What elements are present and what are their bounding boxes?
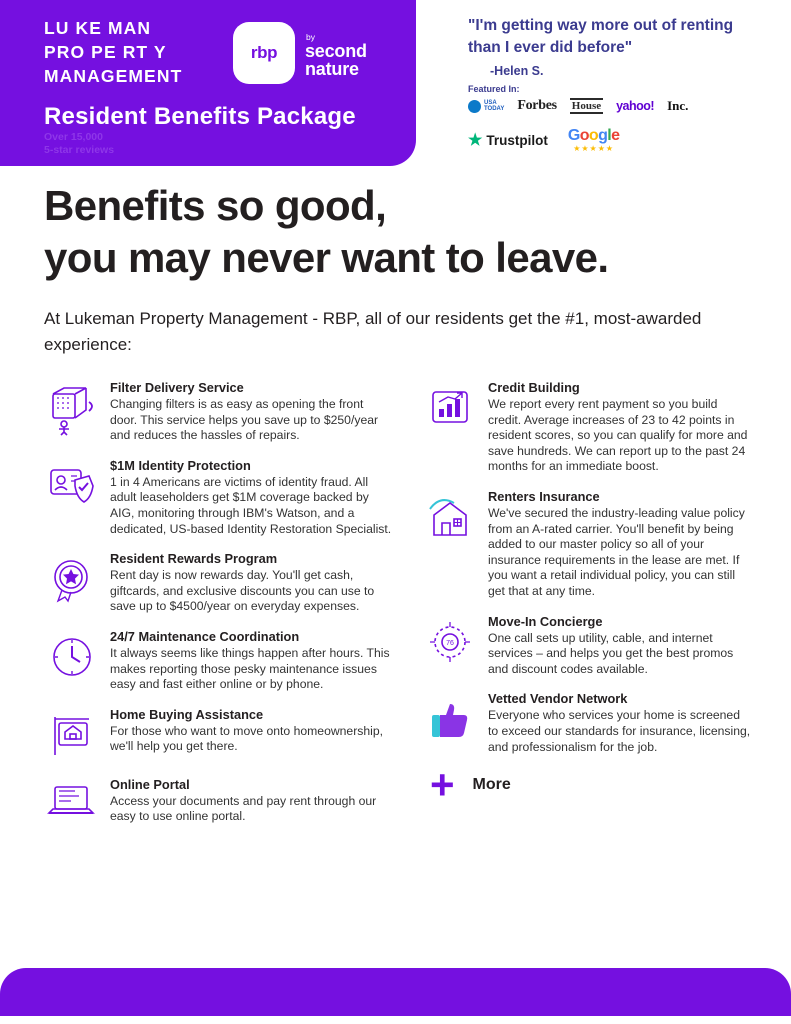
subheading: At Lukeman Property Management - RBP, all of our residents get the #1, most-awarded experience:: [44, 309, 702, 354]
benefit-item: [44, 707, 392, 763]
usa-today-logo-icon: [468, 100, 504, 113]
second-nature-logo: [305, 32, 367, 78]
benefits-column-right: [422, 380, 752, 847]
benefit-item: [44, 380, 392, 444]
the-house-logo-icon: House: [571, 100, 602, 112]
identity-shield-icon: [44, 458, 100, 514]
second-nature-line2: nature: [305, 59, 359, 79]
house-umbrella-icon: [422, 489, 478, 545]
page-title: [44, 180, 791, 284]
yahoo-logo-icon: yahoo!: [616, 99, 655, 113]
rbp-logo-icon: [233, 22, 303, 92]
benefit-description: Everyone who services your home is screened to exceed our standards for insurance, licensing, and professionalism for the job.: [488, 708, 751, 754]
benefit-description: 1 in 4 Americans are victims of identity fraud. All adult leaseholders get $1M coverage backed by AIG, monitoring through IBM's Watson, and a dedicated, US-based Identity Restoration Specialist.: [110, 474, 392, 536]
header: [0, 0, 791, 166]
plus-icon: +: [430, 761, 455, 809]
review-logos-row: [468, 128, 768, 153]
benefits-columns: [0, 380, 791, 847]
benefit-description: It always seems like things happen after hours. This makes reporting those pesky maintenance issues easy and fast either online or by phone.: [110, 645, 390, 692]
laptop-icon: [44, 777, 100, 833]
benefit-title: Home Buying Assistance: [110, 706, 264, 722]
trustpilot-label: Trustpilot: [486, 133, 548, 148]
benefit-title: Move-In Concierge: [488, 613, 603, 629]
benefit-description: For those who want to move onto homeownership, we'll help you get there.: [110, 723, 384, 754]
brand-line-2: PRO PE RT Y: [44, 42, 167, 62]
benefit-title: Vetted Vendor Network: [488, 691, 628, 707]
concierge-dial-icon: [422, 614, 478, 670]
for-sale-sign-icon: [44, 707, 100, 763]
second-nature-by: by: [306, 32, 315, 42]
filter-delivery-icon: [44, 380, 100, 436]
benefit-description: Access your documents and pay rent through our easy to use online portal.: [110, 793, 377, 824]
reviews-note: Over 15,000 5-star reviews: [44, 131, 115, 156]
benefit-title: 24/7 Maintenance Coordination: [110, 628, 300, 644]
benefit-item: [44, 777, 392, 833]
star-icon: ★: [468, 131, 483, 149]
benefit-item: [422, 691, 752, 755]
inc-logo-icon: Inc.: [667, 98, 689, 113]
testimonial-quote: "I'm getting way more out of renting than I ever did before": [468, 17, 734, 56]
package-title: Resident Benefits Package: [44, 103, 356, 130]
trustpilot-logo-icon: [468, 133, 548, 148]
benefit-description: One call sets up utility, cable, and internet services – and helps you get the best promos and discount codes available.: [488, 630, 734, 676]
benefit-description: We report every rent payment so you build credit. Average increases of 23 to 42 points in resident scores, so you can qualify for more and save hundreds. We can report up to the past 24 months for an immediate boost.: [488, 397, 748, 474]
benefit-item: [422, 380, 752, 475]
usa-today-line1: USA: [484, 100, 497, 106]
second-nature-line1: second: [305, 41, 367, 61]
benefit-description: Rent day is now rewards day. You'll get cash, giftcards, and exclusive discounts you can use to save up to $4500/year on everyday expenses.: [110, 568, 375, 614]
featured-in-label: Featured In:: [468, 84, 520, 94]
forbes-logo-icon: Forbes: [517, 98, 557, 113]
headline-line-1: Benefits so good,: [44, 182, 387, 229]
brand-line-1: LU KE MAN: [44, 18, 152, 38]
benefit-title: $1M Identity Protection: [110, 457, 251, 473]
more-label: More: [472, 776, 511, 794]
benefit-description: We've secured the industry-leading value policy from an A-rated carrier. You'll benefit by being added to our master policy so all of your insurance requirements in the lease are met. If you want a retail individual policy, you can still get that at any time.: [488, 505, 745, 598]
google-logo-icon: Google ★★★★★: [567, 127, 620, 153]
testimonial-author: -Helen S.: [490, 64, 544, 78]
more-benefits: [430, 761, 752, 809]
benefit-title: Renters Insurance: [488, 488, 600, 504]
benefit-title: Resident Rewards Program: [110, 551, 278, 567]
clock-icon: [44, 629, 100, 685]
credit-chart-icon: [422, 380, 478, 436]
benefit-description: Changing filters is as easy as opening the front door. This service helps you save up to $250/year and reduces the hassles of repairs.: [110, 397, 379, 443]
brand-line-3: MANAGEMENT: [44, 66, 183, 86]
rbp-logo-text: rbp: [250, 43, 278, 62]
footer-edge: [0, 1016, 791, 1024]
headline-line-2: you may never want to leave.: [44, 234, 609, 281]
benefit-item: [422, 489, 752, 600]
benefit-title: Online Portal: [110, 776, 190, 792]
benefit-item: [44, 551, 392, 615]
benefit-item: [422, 614, 752, 678]
benefits-column-left: [44, 380, 392, 847]
svg-text:76: 76: [446, 639, 454, 647]
brand-name: [44, 16, 182, 88]
press-logos-row: [468, 98, 768, 114]
benefit-item: [44, 629, 392, 693]
rewards-badge-icon: [44, 551, 100, 607]
thumbs-up-icon: [422, 691, 478, 747]
benefit-title: Filter Delivery Service: [110, 380, 244, 395]
benefit-title: Credit Building: [488, 380, 580, 395]
benefit-item: [44, 458, 392, 537]
google-stars: ★★★★★: [573, 144, 615, 153]
usa-today-line2: TODAY: [484, 106, 505, 112]
